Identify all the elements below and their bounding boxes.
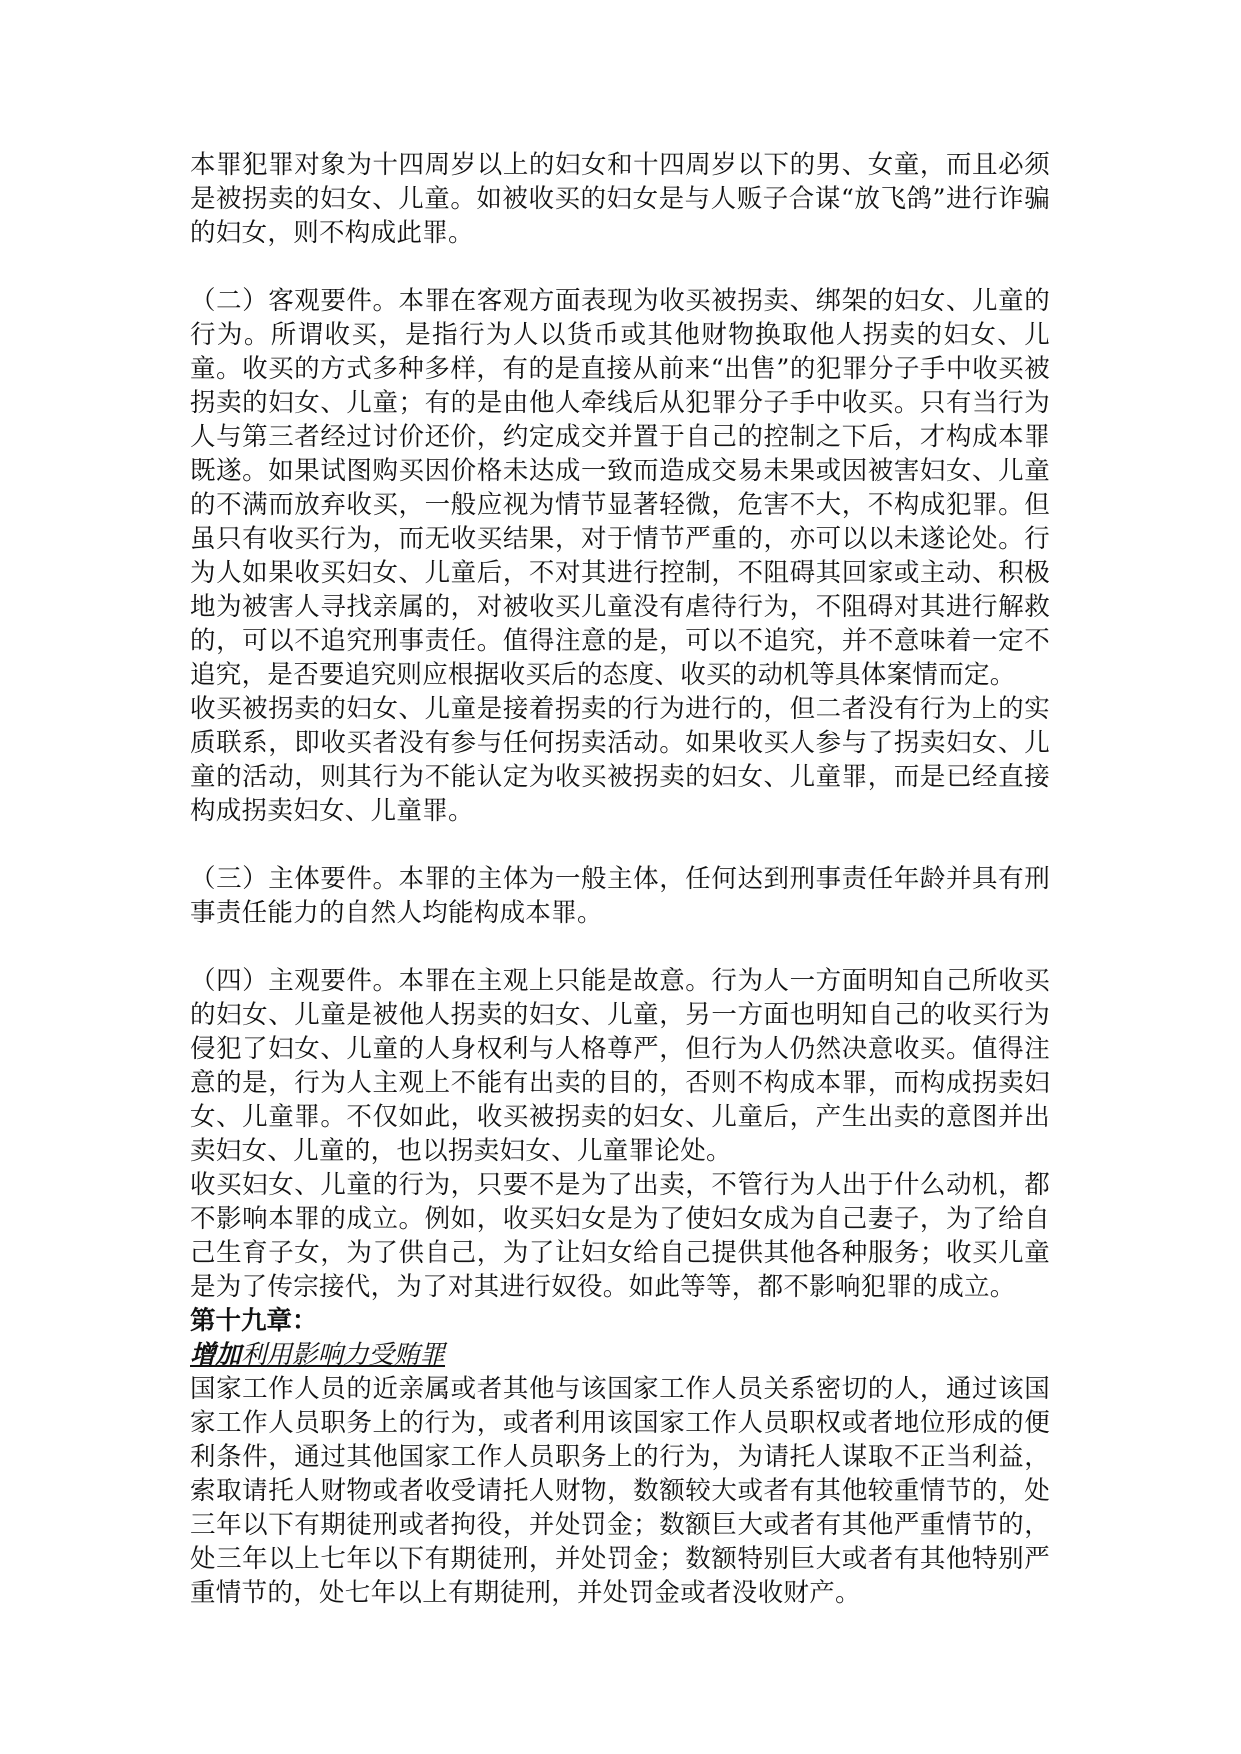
paragraph-objective-continued: 收买被拐卖的妇女、儿童是接着拐卖的行为进行的，但二者没有行为上的实质联系，即收买者没有参与任何拐卖活动。如果收买人参与了拐卖妇女、儿童的活动，则其行为不能认定为收买被拐卖的妇女、儿童罪，而是已经直接构成拐卖妇女、儿童罪。 xyxy=(190,694,1050,826)
paragraph-gap xyxy=(190,828,1050,862)
paragraph-subject-element: （三）主体要件。本罪的主体为一般主体，任何达到刑事责任年龄并具有刑事责任能力的自然人均能构成本罪。 xyxy=(190,864,1050,928)
section-heading-bold: 增加 xyxy=(190,1340,242,1370)
chapter-title: 第十九章： xyxy=(190,1306,318,1336)
paragraph-influence-bribery: 国家工作人员的近亲属或者其他与该国家工作人员关系密切的人，通过该国家工作人员职务上的行为，或者利用该国家工作人员职权或者地位形成的便利条件，通过其他国家工作人员职务上的行为，为请托人谋取不正当利益，索取请托人财物或者收受请托人财物，数额较大或者有其他较重情节的，处三年以下有期徒刑或者拘役，并处罚金；数额巨大或者有其他严重情节的，处三年以上七年以下有期徒刑，并处罚金；数额特别巨大或者有其他特别严重情节的，处七年以上有期徒刑，并处罚金或者没收财产。 xyxy=(190,1374,1050,1608)
paragraph-gap xyxy=(190,930,1050,964)
paragraph-subjective-continued: 收买妇女、儿童的行为，只要不是为了出卖，不管行为人出于什么动机，都不影响本罪的成立。例如，收买妇女是为了使妇女成为自己妻子，为了给自己生育子女，为了供自己，为了让妇女给自己提供其他各种服务；收买儿童是为了传宗接代，为了对其进行奴役。如此等等，都不影响犯罪的成立。 xyxy=(190,1170,1050,1302)
section-heading xyxy=(190,1338,1050,1372)
paragraph-crime-object: 本罪犯罪对象为十四周岁以上的妇女和十四周岁以下的男、女童，而且必须是被拐卖的妇女、儿童。如被收买的妇女是与人贩子合谋“放飞鸽”进行诈骗的妇女，则不构成此罪。 xyxy=(190,150,1050,248)
paragraph-objective-element: （二）客观要件。本罪在客观方面表现为收买被拐卖、绑架的妇女、儿童的行为。所谓收买，是指行为人以货币或其他财物换取他人拐卖的妇女、儿童。收买的方式多种多样，有的是直接从前来“出售”的犯罪分子手中收买被拐卖的妇女、儿童；有的是由他人牵线后从犯罪分子手中收买。只有当行为人与第三者经过讨价还价，约定成交并置于自己的控制之下后，才构成本罪既遂。如果试图购买因价格未达成一致而造成交易未果或因被害妇女、儿童的不满而放弃收买，一般应视为情节显著轻微，危害不大，不构成犯罪。但虽只有收买行为，而无收买结果，对于情节严重的，亦可以以未遂论处。行为人如果收买妇女、儿童后，不对其进行控制，不阻碍其回家或主动、积极地为被害人寻找亲属的，对被收买儿童没有虐待行为，不阻碍对其进行解救的，可以不追究刑事责任。值得注意的是，可以不追究，并不意味着一定不追究，是否要追究则应根据收买后的态度、收买的动机等具体案情而定。 xyxy=(190,286,1050,690)
paragraph-gap xyxy=(190,250,1050,284)
section-heading-rest: 利用影响力受贿罪 xyxy=(241,1340,446,1370)
document-page xyxy=(190,148,1050,1610)
paragraph-subjective-element: （四）主观要件。本罪在主观上只能是故意。行为人一方面明知自己所收买的妇女、儿童是被他人拐卖的妇女、儿童，另一方面也明知自己的收买行为侵犯了妇女、儿童的人身权利与人格尊严，但行为人仍然决意收买。值得注意的是，行为人主观上不能有出卖的目的，否则不构成本罪，而构成拐卖妇女、儿童罪。不仅如此，收买被拐卖的妇女、儿童后，产生出卖的意图并出卖妇女、儿童的，也以拐卖妇女、儿童罪论处。 xyxy=(190,966,1050,1166)
